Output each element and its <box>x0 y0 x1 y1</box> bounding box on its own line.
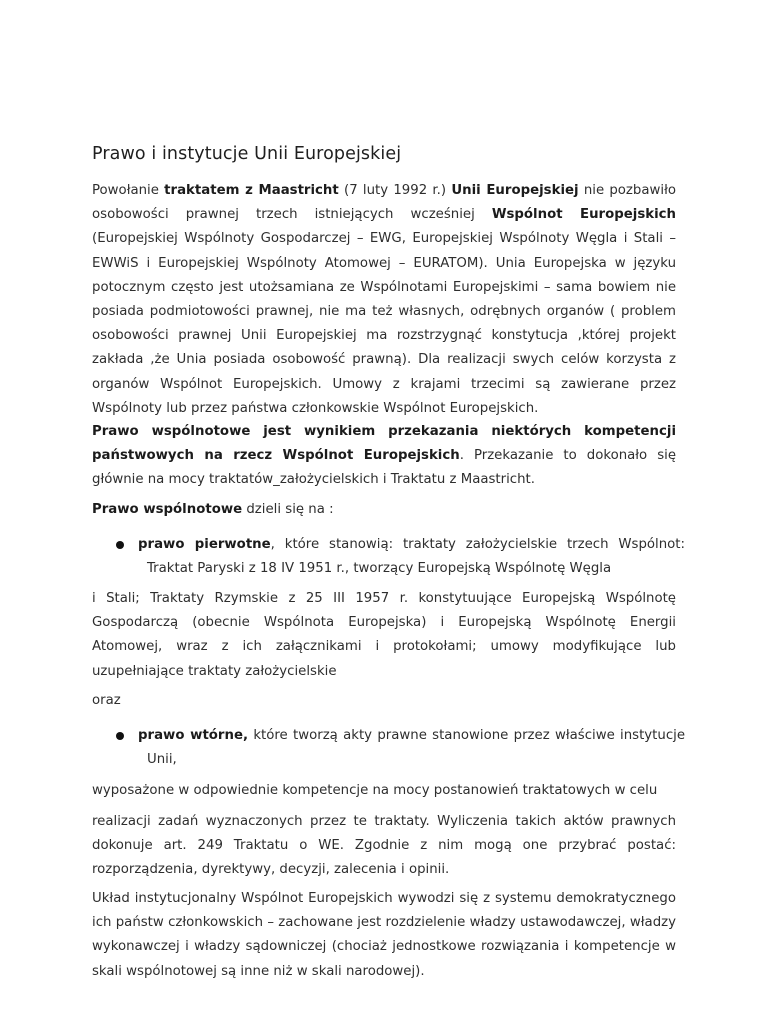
paragraph-treaties: i Stali; Traktaty Rzymskie z 25 III 1957 r. konstytuujące Europejską Wspólnotę Gospodarczą (obecnie Wspólnota Europejska) i Europejską Wspólnotę Energii Atomowej, wraz z ich załącznikami i protokołami; umowy modyfikujące lub uzupełniające traktaty założycielskie <box>92 591 676 679</box>
paragraph-community-law <box>92 420 676 493</box>
bold-run: Wspólnot Europejskich <box>491 207 676 223</box>
text-run: (7 luty 1992 r.) <box>338 183 452 198</box>
paragraph-competences: wyposażone w odpowiednie kompetencje na mocy postanowień traktatowych w celu <box>92 783 658 798</box>
bold-run: Prawo wspólnotowe <box>92 502 243 517</box>
paragraph-division <box>92 498 676 522</box>
text-run: które tworzą akty prawne stanowione przez właściwe instytucje Unii, <box>147 728 685 768</box>
text-run: Powołanie <box>92 183 165 198</box>
bullet-icon <box>116 541 124 549</box>
text-run: nie pozbawiło osobowości prawnej trzech istniejących wcześniej <box>92 183 676 223</box>
bold-run: traktatem z Maastricht <box>164 183 339 198</box>
list-item-primary-law <box>138 533 685 581</box>
bold-run: Unii Europejskiej <box>451 183 579 198</box>
page-title: Prawo i instytucje Unii Europejskiej <box>92 144 402 164</box>
bold-run: prawo pierwotne <box>138 537 271 552</box>
paragraph-institutions: Układ instytucjonalny Wspólnot Europejskich wywodzi się z systemu demokratycznego ich państw członkowskich – zachowane jest rozdzielenie władzy ustawodawczej, władzy wykonawczej i władzy sądowniczej (chociaż jednostkowe rozwiązania i kompetencje w skali wspólnotowej są inne niż w skali narodowej). <box>92 891 676 979</box>
paragraph-intro <box>92 179 676 421</box>
text-run: dzieli się na : <box>242 502 334 517</box>
bold-run: prawo wtórne, <box>138 728 249 743</box>
text-run: , które stanowią: traktaty założycielskie trzech Wspólnot: Traktat Paryski z 18 IV 1951 r., tworzący Europejską Wspólnotę Węgla <box>147 537 685 577</box>
text-run: . Przekazanie to dokonało się głównie na mocy traktatów_założycielskich i Traktatu z Maastricht. <box>92 448 677 488</box>
text-run: (Europejskiej Wspólnoty Gospodarczej – EWG, Europejskiej Wspólnoty Węgla i Stali – EWWiS i Europejskiej Wspólnoty Atomowej – EURATOM). Unia Europejska w języku potocznym często jest utożsamiana ze Wspólnotami Europejskimi – sama bowiem nie posiada podmiotowości prawnej, nie ma też własnych, odrębnych organów ( problem osobowości prawnej Unii Europejskiej ma rozstrzygnąć konstytucja ,której projekt zakłada ,że Unia posiada osobowość prawną). Dla realizacji swych celów korzysta z organów Wspólnot Europejskich. Umowy z krajami trzecimi są zawierane przez Wspólnoty lub przez państwa członkowskie Wspólnot Europejskich. <box>92 231 676 416</box>
bold-run: Prawo wspólnotowe jest wynikiem przekazania niektórych kompetencji państwowych na rzecz Wspólnot Europejskich <box>92 424 676 464</box>
bullet-icon <box>116 732 124 740</box>
paragraph-oraz: oraz <box>92 693 121 708</box>
paragraph-acts: realizacji zadań wyznaczonych przez te traktaty. Wyliczenia takich aktów prawnych dokonuje art. 249 Traktatu o WE. Zgodnie z nim mogą one przybrać postać: rozporządzenia, dyrektywy, decyzji, zalecenia i opinii. <box>92 814 676 878</box>
list-item-secondary-law <box>138 724 685 772</box>
